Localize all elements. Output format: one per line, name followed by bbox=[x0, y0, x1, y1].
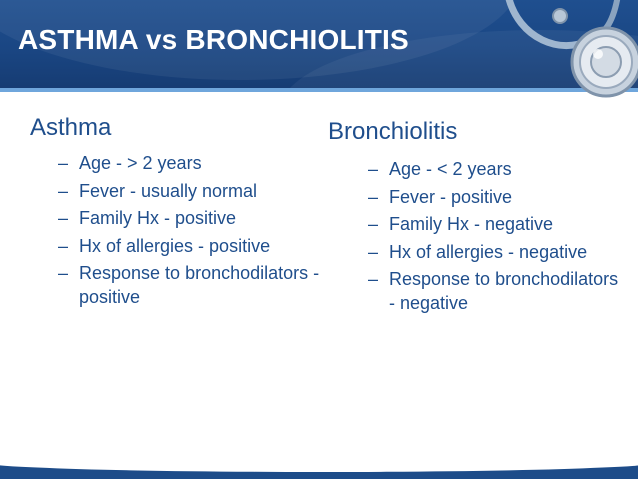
bullet-dash: – bbox=[368, 269, 379, 289]
bullet-dash: – bbox=[368, 241, 379, 262]
asthma-heading: Asthma bbox=[30, 114, 112, 141]
list-item-text: Response to bronchodilators - positive bbox=[79, 263, 320, 307]
list-item bbox=[58, 180, 320, 204]
asthma-column bbox=[30, 114, 320, 313]
list-item bbox=[58, 207, 320, 231]
list-item-text: Fever - usually normal bbox=[79, 180, 258, 201]
footer-band bbox=[0, 462, 638, 479]
list-item bbox=[58, 152, 320, 176]
bronchiolitis-heading: Bronchiolitis bbox=[328, 118, 458, 145]
list-item bbox=[58, 262, 320, 309]
list-item-text: Age - < 2 years bbox=[389, 159, 512, 179]
bullet-dash: – bbox=[368, 214, 379, 234]
bullet-dash: – bbox=[58, 180, 69, 201]
bullet-dash: – bbox=[368, 186, 379, 207]
list-item bbox=[58, 235, 320, 259]
list-item bbox=[368, 158, 628, 182]
list-item-text: Hx of allergies - positive bbox=[79, 235, 271, 256]
slide-title: ASTHMA vs BRONCHIOLITIS bbox=[18, 24, 409, 55]
list-item bbox=[368, 213, 628, 237]
bronchiolitis-column bbox=[328, 118, 628, 319]
list-item-text: Fever - positive bbox=[389, 186, 513, 207]
bullet-dash: – bbox=[58, 263, 69, 283]
list-item bbox=[368, 186, 628, 210]
bullet-dash: – bbox=[58, 153, 69, 173]
bullet-dash: – bbox=[58, 208, 69, 228]
list-item-text: Family Hx - positive bbox=[79, 208, 237, 228]
bronchiolitis-list bbox=[328, 158, 628, 315]
stethoscope-icon bbox=[468, 0, 638, 120]
bullet-dash: – bbox=[58, 235, 69, 256]
list-item-text: Age - > 2 years bbox=[79, 153, 202, 173]
list-item bbox=[368, 268, 628, 315]
list-item-text: Family Hx - negative bbox=[389, 214, 554, 234]
list-item-text: Hx of allergies - negative bbox=[389, 241, 588, 262]
asthma-list bbox=[30, 152, 320, 309]
list-item-text: Response to bronchodilators - negative bbox=[389, 269, 619, 313]
list-item bbox=[368, 241, 628, 265]
bullet-dash: – bbox=[368, 159, 379, 179]
